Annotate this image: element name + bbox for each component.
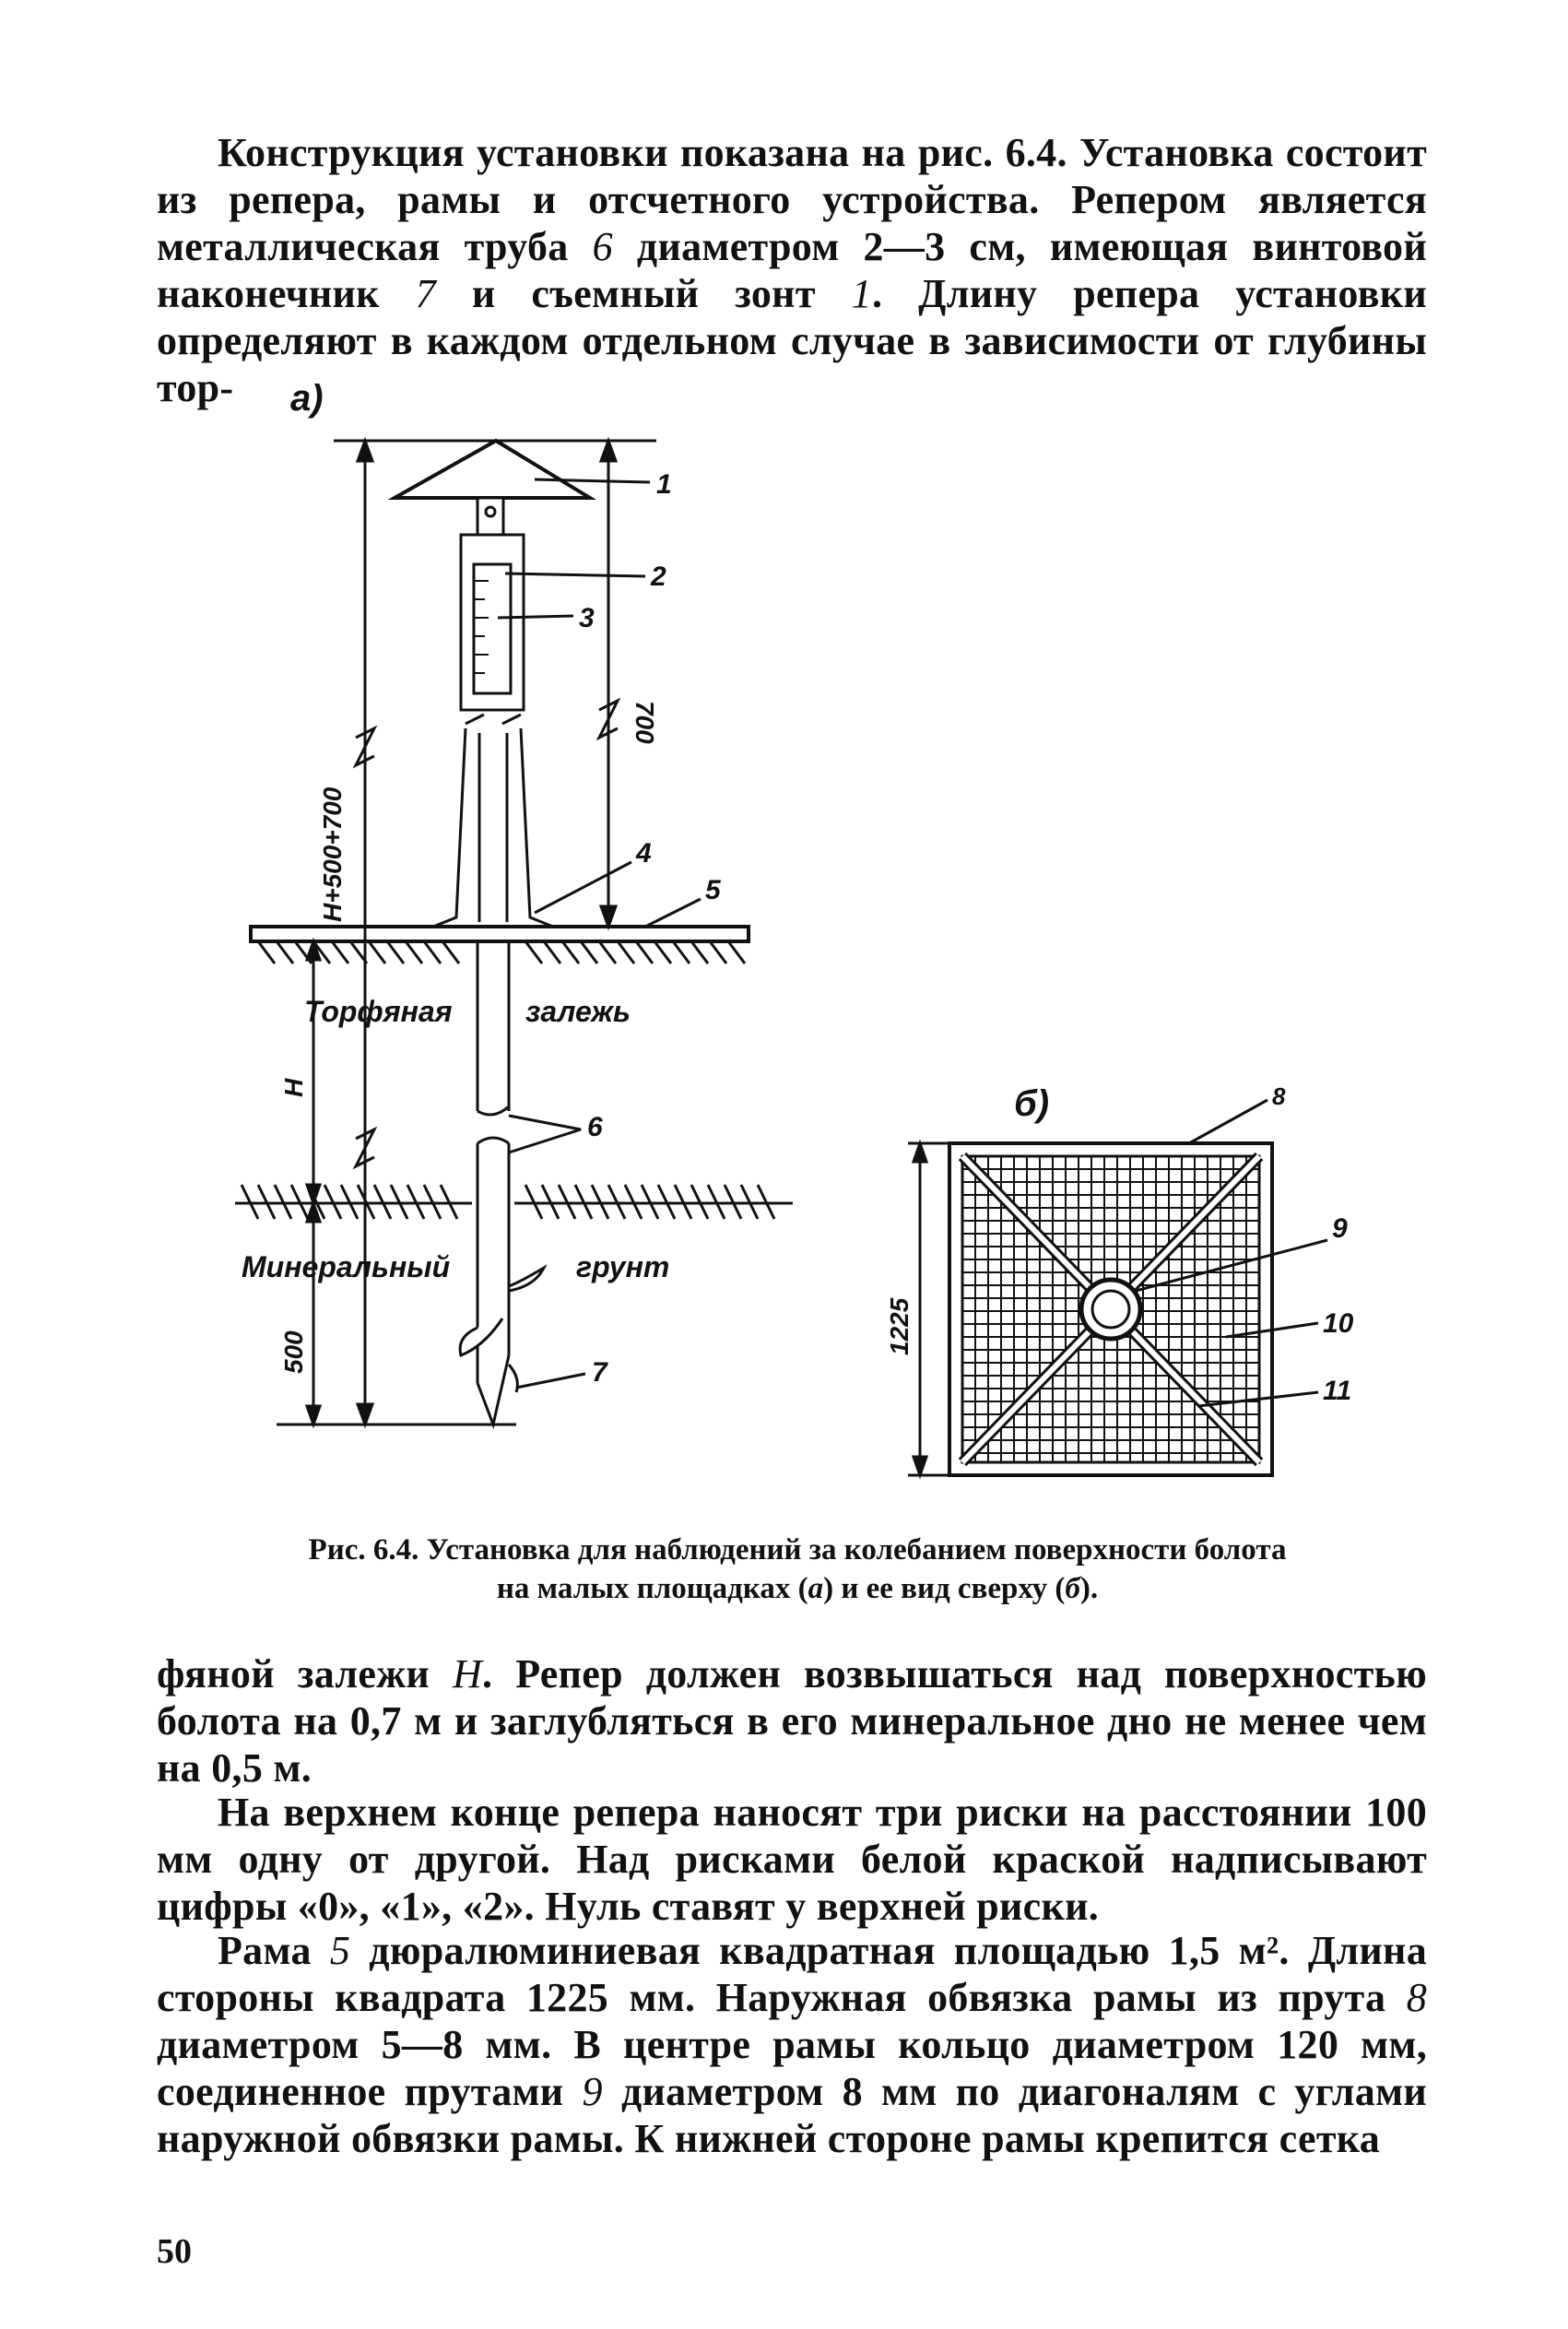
callout-5: 5 bbox=[705, 875, 721, 905]
figure-6-4 bbox=[0, 350, 1568, 1531]
callout-6: 6 bbox=[587, 1112, 603, 1142]
surface-hatching bbox=[258, 941, 745, 964]
callout-3: 3 bbox=[579, 603, 595, 633]
layer-mineral-2: грунт bbox=[576, 1250, 670, 1283]
paragraph-marks: На верхнем конце репера наносят три риски на расстоянии 100 мм одну от другой. Над рисками белой краской надписывают цифры «0», «1», «2». Нуль ставят у верхней риски. bbox=[157, 1790, 1427, 1929]
paragraph-intro: Конструкция установки показана на рис. 6.4. Установка состоит из репера, рамы и отсчетного устройства. Репером является металлическая труба 6 диаметром 2—3 см, имеющая винтовой наконечник 7 и съемный зонт 1. Длину репера установки определяют в каждом отдельном случае в зависимости от глубины тор- bbox=[157, 130, 1427, 410]
dim-700-label: 700 bbox=[631, 701, 659, 744]
layer-mineral-1: Минеральный bbox=[242, 1250, 451, 1283]
label-a: а) bbox=[290, 378, 324, 419]
layer-peat-2: залежь bbox=[525, 995, 631, 1028]
callout-10: 10 bbox=[1323, 1308, 1354, 1339]
caption-line-1: Рис. 6.4. Установка для наблюдений за колебанием поверхности болота bbox=[308, 1533, 1287, 1566]
dim-500-label: 500 bbox=[279, 1330, 308, 1374]
frame-beam bbox=[251, 927, 749, 941]
guide-left bbox=[433, 728, 466, 927]
umbrella-cap bbox=[395, 441, 590, 498]
page-number: 50 bbox=[157, 2232, 192, 2271]
dim-h-label: H bbox=[279, 1078, 308, 1097]
figure-caption bbox=[230, 1531, 1364, 1608]
callout-8: 8 bbox=[1272, 1082, 1286, 1110]
callout-9: 9 bbox=[1332, 1213, 1348, 1244]
callout-1: 1 bbox=[656, 469, 672, 500]
paragraph-continuation: фяной залежи H. Репер должен возвышаться над поверхностью болота на 0,7 м и заглубляться в его минеральное дно не менее чем на 0,5 м. bbox=[157, 1651, 1428, 1791]
callout-7: 7 bbox=[592, 1357, 607, 1388]
callout-11: 11 bbox=[1323, 1376, 1352, 1406]
dim-1225-label: 1225 bbox=[885, 1297, 914, 1355]
callout-2: 2 bbox=[651, 562, 666, 592]
caption-line-2: на малых площадках (а) и ее вид сверху (б). bbox=[496, 1572, 1099, 1605]
paragraph-frame: Рама 5 дюралюминиевая квадратная площадью 1,5 м². Длина стороны квадрата 1225 мм. Наружная обвязка рамы из прута 8 диаметром 5—8 мм. В центре рамы кольцо диаметром 120 мм, соединенное прутами 9 диаметром 8 мм по диагоналям с углами наружной обвязки рамы. К нижней стороне рамы крепится сетка bbox=[157, 1928, 1428, 2161]
label-b: б) bbox=[1014, 1083, 1050, 1124]
dim-total-label: H+500+700 bbox=[318, 786, 347, 922]
guide-right bbox=[521, 728, 553, 927]
callout-4: 4 bbox=[636, 838, 652, 869]
layer-peat-1: Торфяная bbox=[304, 995, 453, 1028]
